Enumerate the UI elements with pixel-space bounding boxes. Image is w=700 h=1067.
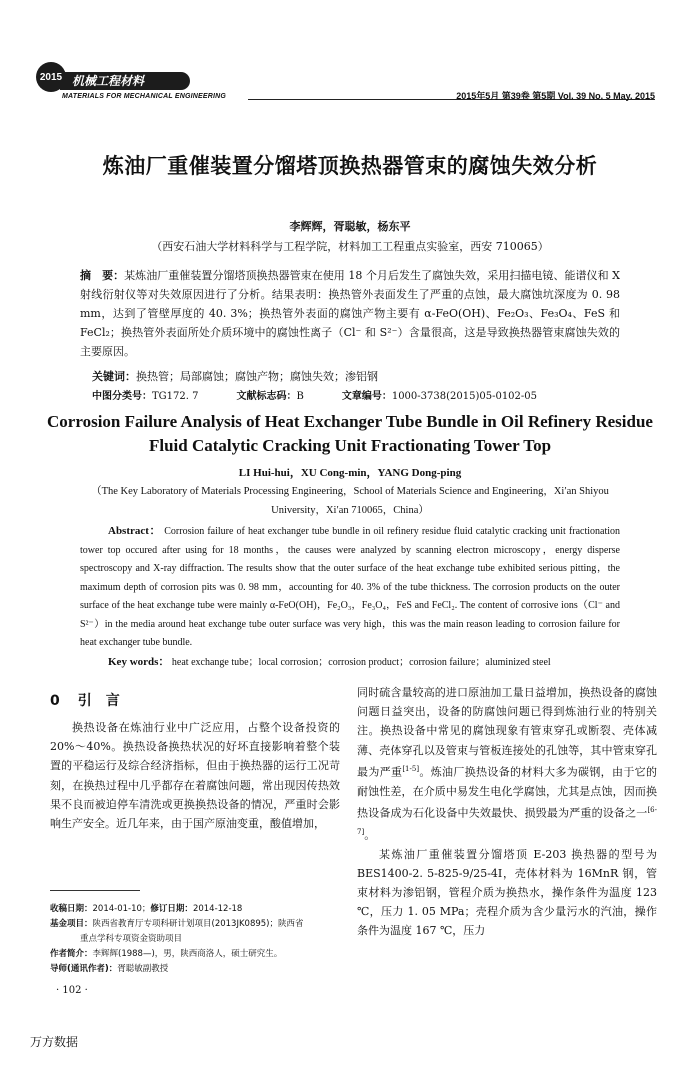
classification-row [92,387,537,402]
footnote-fund [50,919,304,929]
fund-text: 陕西省教育厅专项科研计划项目(2013JK0895)；陕西省 [92,919,304,929]
keywords-en [108,653,551,669]
footnote-fund-cont: 重点学科专项资金资助项目 [80,934,183,944]
keywords-en-text: heat exchange tube；local corrosion；corrosion product；corrosion failure；aluminized steel [171,657,551,668]
section-heading [50,690,120,710]
abstract-zh [80,266,620,361]
abstract-zh-text: 某炼油厂重催装置分馏塔顶换热器管束在使用 18 个月后发生了腐蚀失效，采用扫描电镜、能谱仪和 X 射线衍射仪等对失效原因进行了分析。结果表明：换热管外表面发生了严重的点蚀，最大腐蚀坑深度为 0. 98 mm，达到了管壁厚度的 40. 3%；换热管外表面的腐蚀产物主要有 α-FeO(OH)、Fe₂O₃、Fe₃O₄、FeS 和 FeCl₂；换热管外表面所处介质环境中的腐蚀性离子（Cl⁻ 和 S²⁻）含量很高，这是导致换热器管束腐蚀失效的主要原因。 [80,269,620,358]
title-zh: 炼油厂重催装置分馏塔顶换热器管束的腐蚀失效分析 [102,154,598,178]
tutor-label: 导师(通讯作者)： [50,964,118,974]
footnote-author [50,949,282,959]
keywords-en-label: Key words： [108,656,170,668]
watermark: 万方数据 [30,1035,79,1049]
section-title: 引 言 [77,693,120,709]
para1-text: 同时硫含量较高的进口原油加工量日益增加，换热设备的腐蚀问题日益突出，设备的防腐蚀问题已得到炼油行业的特别关注。换热设备中常见的腐蚀现象有管束穿孔或断裂、壳体减薄、壳体穿孔以及管束与管板连接处的孔蚀等，其中管束穿孔最为严重 [357,686,657,779]
keywords-zh-text: 换热管；局部腐蚀；腐蚀产物；腐蚀失效；渗铝钢 [136,370,378,383]
doc-code-label: 文献标志码： [236,391,297,402]
journal-name-zh: 机械工程材料 [72,74,145,88]
abstract-en [80,522,620,653]
footnotes [50,902,345,977]
footnote-rule [50,890,140,891]
clc-label: 中图分类号： [92,391,152,402]
keywords-zh-label: 关键词： [92,370,136,383]
authors-en: LI Hui-hui，XU Cong-min，YANG Dong-ping [238,467,462,479]
page-number: · 102 · [56,985,88,996]
abstract-en-text: Corrosion failure of heat exchanger tube bundle in oil refinery residue fluid catalytic cracking unit fractionation tower top occured after using for 18 months，the causes were analyzed by scanning electron microscopy，energy disperse spectroscopy and X-ray diffraction. The results show that the outer surface of the heat exchange tube exhibited serious pitting，the maximum depth of corrosion pits was 0. 98 mm，accounting for 40. 3% of the tube thickness. The corrosion products on the outer surface of the heat exchange tube were mainly α-FeO(OH)，Fe₂O₃，Fe₃O₄，FeS and FeCl₂. The content of corrosive ions（Cl⁻ and S²⁻）in the media around heat exchange tube outer surface was very high，this was the main reason leading to corrosion failure for heat exchanger tube bundle. [80,526,621,648]
author-text: 李辉辉(1988—)，男，陕西商洛人，硕士研究生。 [92,949,283,959]
author-label: 作者简介： [50,949,93,959]
fund-label: 基金项目： [50,919,93,929]
issue-info: 2015年5月 第39卷 第5期 Vol. 39 No. 5 May. 2015 [456,91,655,101]
clc-value: TG172. 7 [152,391,199,402]
section-number: 0 [50,693,60,709]
body-left-column: 换热设备在炼油行业中广泛应用，占整个设备投资的 20%～40%。换热设备换热状况的好坏直接影响着整个装置的平稳运行及综合经济指标，但由于换热器的运行工况苛刻，在换热过程中几乎都存在着腐蚀问题，常出现因传热效果不良而被迫停车清洗或更换换热设备的情况，严重时会影响生产安全。近几年来，由于国产原油变重，酸值增加， [50,721,340,831]
abstract-en-label: Abstract： [108,525,162,537]
doc-code-value: B [296,391,304,402]
received-date: 2014-01-10； [92,904,151,914]
abstract-zh-label: 摘 要： [80,269,125,282]
body-right-column [357,683,657,941]
affiliation-zh: （西安石油大学材料科学与工程学院，材料加工工程重点实验室，西安 710065） [151,240,549,253]
ref-citation-2: [6-7] [357,805,657,836]
received-label: 收稿日期： [50,904,93,914]
journal-logo-bar [60,72,190,90]
revised-label: 修订日期： [150,904,193,914]
para1-text-c: 。 [364,828,376,842]
authors-zh: 李辉辉，胥聪敏，杨东平 [289,220,411,233]
footnote-dates [50,904,242,914]
tutor-text: 胥聪敏副教授 [117,964,169,974]
body-right-paragraph-2: 某炼油厂重催装置分馏塔顶 E-203 换热器的型号为 BES1400-2. 5-825-9/25-4I，壳体材料为 16MnR 钢，管束材料为渗铝钢，管程介质为换热水，操作条件为温度 123 ℃，压力 1. 05 MPa；壳程介质为含少量污水的汽油，操作条件为温度 167 ℃，压力 [357,847,657,938]
body-right-paragraph-1 [357,683,657,845]
journal-name-en: MATERIALS FOR MECHANICAL ENGINEERING [62,93,227,100]
revised-date: 2014-12-18 [192,904,243,914]
footnote-tutor [50,964,168,974]
logo-year: 2015 [39,71,63,83]
affiliation-en: （The Key Laboratory of Materials Processing Engineering，School of Materials Science and Engineering，Xi′an Shiyou University，Xi′an 710065，China） [91,486,609,516]
para1-text-b: 。炼油厂换热设备的材料大多为碳钢，由于它的耐蚀性差，在介质中易发生电化学腐蚀，尤其是点蚀，因而换热设备成为石化设备中失效最快、损毁最为严重的设备之一 [357,765,658,820]
keywords-zh [92,368,378,384]
journal-logo-badge [36,62,66,92]
article-no-value: 1000-3738(2015)05-0102-05 [391,391,538,402]
article-no-label: 文章编号： [341,391,392,402]
ref-citation-1: [1-5] [402,764,420,773]
title-en: Corrosion Failure Analysis of Heat Exchanger Tube Bundle in Oil Refinery Residue Fluid Catalytic Cracking Unit Fractionating Tower Top [47,412,653,455]
